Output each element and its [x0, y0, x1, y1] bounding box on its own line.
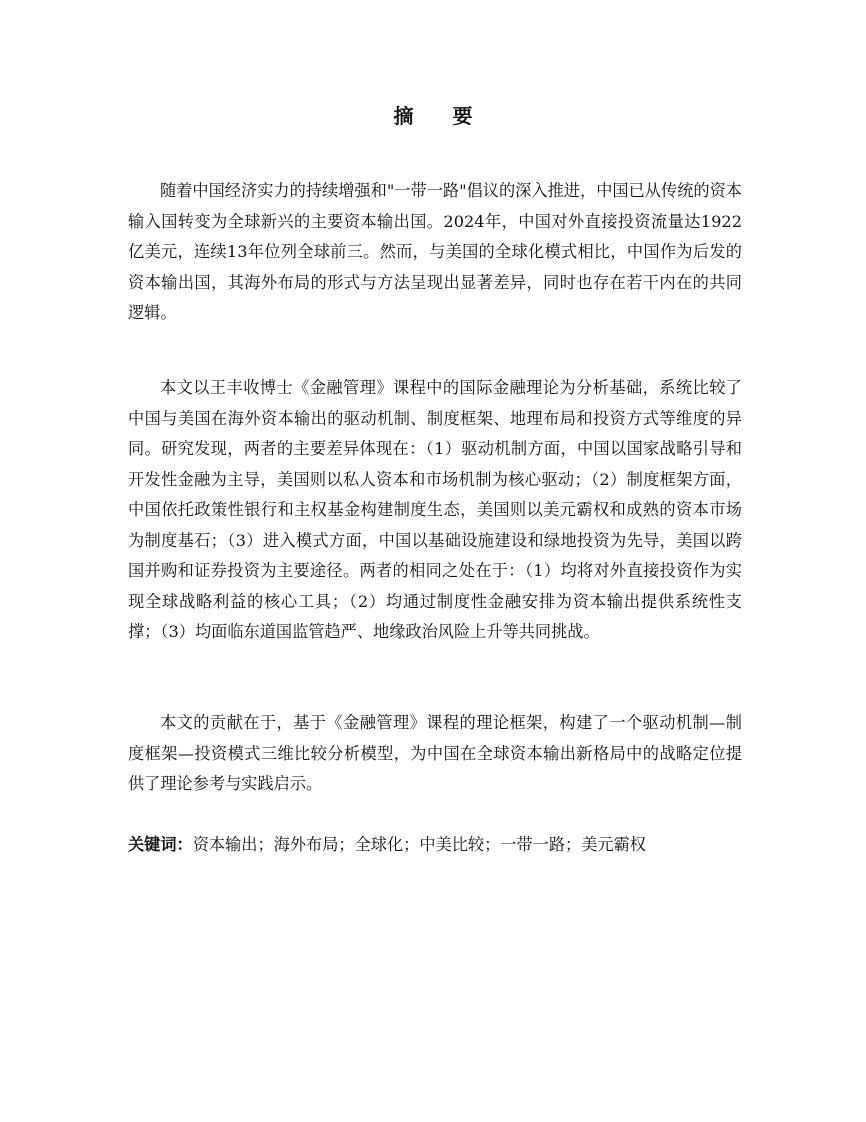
- keywords-line: [128, 830, 742, 860]
- abstract-title: 摘 要: [393, 104, 489, 128]
- abstract-paragraph-2: 本文以王丰收博士《金融管理》课程中的国际金融理论为分析基础，系统比较了中国与美国在海外资本输出的驱动机制、制度框架、地理布局和投资方式等维度的异同。研究发现，两者的主要差异体现在：（1）驱动机制方面，中国以国家战略引导和开发性金融为主导，美国则以私人资本和市场机制为核心驱动；（2）制度框架方面，中国依托政策性银行和主权基金构建制度生态，美国则以美元霸权和成熟的资本市场为制度基石；（3）进入模式方面，中国以基础设施建设和绿地投资为先导，美国以跨国并购和证券投资为主要途径。两者的相同之处在于：（1）均将对外直接投资作为实现全球战略利益的核心工具；（2）均通过制度性金融安排为资本输出提供系统性支撑；（3）均面临东道国监管趋严、地缘政治风险上升等共同挑战。: [128, 378, 742, 641]
- abstract-paragraph-1: 随着中国经济实力的持续增强和"一带一路"倡议的深入推进，中国已从传统的资本输入国转变为全球新兴的主要资本输出国。2024年，中国对外直接投资流量达1922亿美元，连续13年位列全球前三。然而，与美国的全球化模式相比，中国作为后发的资本输出国，其海外布局的形式与方法呈现出显著差异，同时也存在若干内在的共同逻辑。: [128, 181, 742, 322]
- keywords-value: 资本输出；海外布局；全球化；中美比较；一带一路；美元霸权: [192, 835, 646, 854]
- keywords-label: 关键词：: [128, 835, 193, 854]
- abstract-paragraph-3: 本文的贡献在于，基于《金融管理》课程的理论框架，构建了一个驱动机制—制度框架—投资模式三维比较分析模型，为中国在全球资本输出新格局中的战略定位提供了理论参考与实践启示。: [128, 713, 742, 793]
